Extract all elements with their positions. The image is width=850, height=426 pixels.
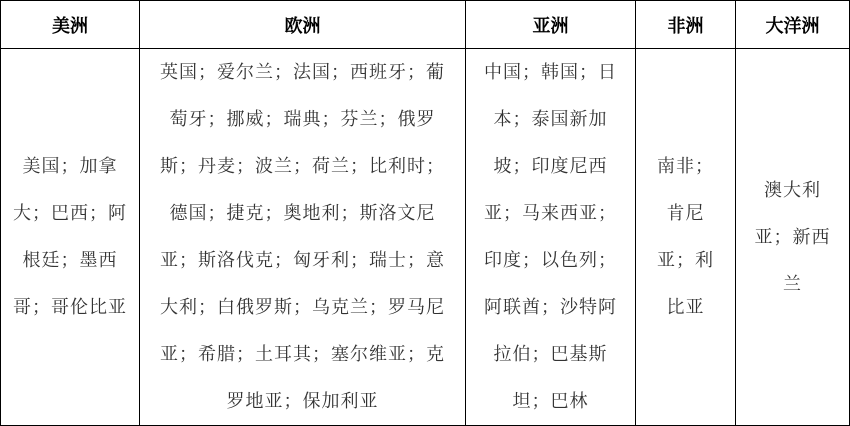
cell-europe: 英国；爱尔兰；法国；西班牙；葡萄牙；挪威；瑞典；芬兰；俄罗斯；丹麦；波兰；荷兰；比利时；德国；捷克；奥地利；斯洛文尼亚；斯洛伐克；匈牙利；瑞士；意大利；白俄罗斯；乌克兰；罗马尼亚；希腊；土耳其；塞尔维亚；克罗地亚；保加利亚 <box>140 49 466 426</box>
header-oceania: 大洋洲 <box>736 1 850 49</box>
header-americas: 美洲 <box>1 1 140 49</box>
header-europe: 欧洲 <box>140 1 466 49</box>
header-africa: 非洲 <box>636 1 736 49</box>
cell-africa: 南非；肯尼亚；利比亚 <box>636 49 736 426</box>
header-asia: 亚洲 <box>466 1 636 49</box>
cell-asia: 中国；韩国；日本；泰国新加坡；印度尼西亚；马来西亚；印度；以色列；阿联酋；沙特阿拉伯；巴基斯坦；巴林 <box>466 49 636 426</box>
header-row <box>1 1 850 49</box>
countries-row <box>1 49 850 426</box>
cell-oceania: 澳大利亚；新西兰 <box>736 49 850 426</box>
cell-americas: 美国；加拿大；巴西；阿根廷；墨西哥；哥伦比亚 <box>1 49 140 426</box>
